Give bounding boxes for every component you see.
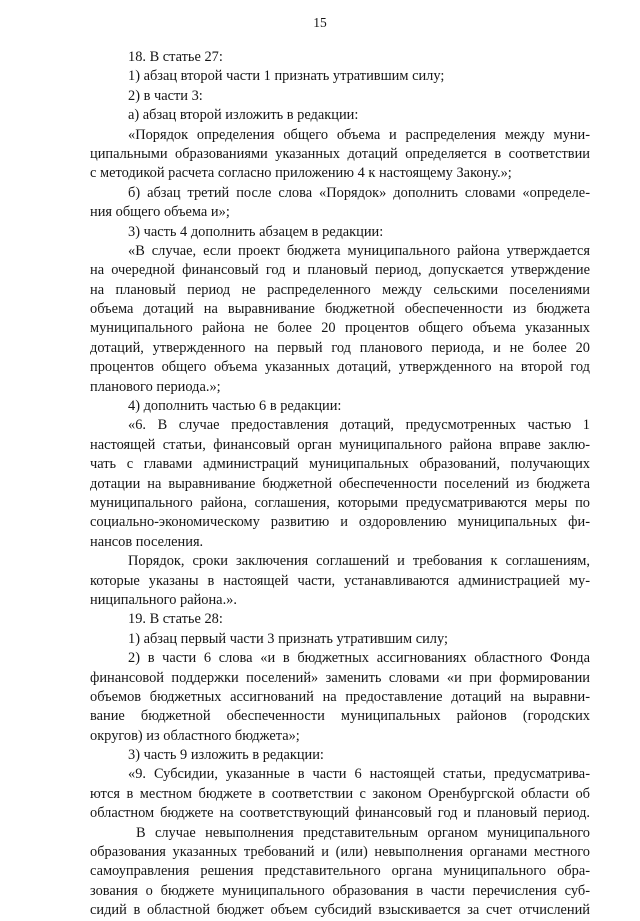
text-line: дотаций, утвержденного на первый год планового периода, и не более 20 [90,339,590,356]
text-line: муниципального района не более 20 процентов общего объема указанных [90,320,590,337]
text-line: социально-экономическому развитию и оздоровлению муниципальных фи- [90,514,590,531]
text-line: нансов поселения. [90,533,204,550]
text-line: «6. В случае предоставления дотаций, предусмотренных частью 1 [128,417,590,434]
text-line: вание бюджетной обеспеченности муниципальных районов (городских [90,708,590,725]
document-body [90,48,590,921]
text-line: дотации на выравнивание бюджетной обеспеченности поселений из бюджета [90,475,590,492]
text-line: объемов бюджетных ассигнований на предоставление дотаций на выравни- [90,688,590,705]
text-line: «В случае, если проект бюджета муниципального района утверждается [128,242,590,259]
text-line: 4) дополнить частью 6 в редакции: [128,398,342,415]
text-line: 18. В статье 27: [128,49,223,65]
text-line: процентов общего объема указанных дотаций, утвержденного на второй год [90,359,590,376]
text-line: ципальными образованиями указанных дотаций определяется в соответствии [90,145,590,162]
text-line: 19. В статье 28: [128,611,223,628]
text-line: сидий в областной бюджет объем субсидий взыскивается за счет отчислений [90,902,590,919]
text-line: 1) абзац второй части 1 признать утратившим силу; [128,68,445,85]
text-line: на очередной финансовый год и плановый период, допускается утверждение [90,262,590,279]
text-line: зования о бюджете муниципального образования в части перечисления суб- [90,882,590,899]
text-line: самоуправления решения представительного органа муниципального обра- [90,863,590,880]
text-line: на плановый период не распределенного между сельскими поселениями [90,281,590,298]
text-line: а) абзац второй изложить в редакции: [128,107,359,124]
text-line: В случае невыполнения представительным органом муниципального [136,824,590,841]
text-line: округов) из областного бюджета»; [90,727,300,744]
text-line: 1) абзац первый части 3 признать утратившим силу; [128,630,448,647]
text-line: «Порядок определения общего объема и распределения между муни- [128,126,590,143]
text-line: объема дотаций на выравнивание бюджетной обеспеченности из бюджета [90,301,590,318]
text-line: финансовой поддержки поселений» заменить словами «и при формировании [90,669,590,686]
text-line: образования указанных требований и (или) невыполнения органами местного [90,844,590,861]
text-line: чать с главами администраций муниципальных образований, получающих [90,456,590,473]
text-line: ются в местном бюджете в соответствии с законом Оренбургской области об [90,785,590,802]
text-line: б) абзац третий после слова «Порядок» дополнить словами «определе- [128,184,590,201]
text-line: ниципального района.». [90,591,237,608]
page-number: 15 [313,15,327,30]
text-line: с методикой расчета согласно приложению 4 к настоящему Закону.»; [90,165,512,182]
text-line: «9. Субсидии, указанные в части 6 настоящей статьи, предусматрива- [128,766,590,783]
text-line: 2) в части 6 слова «и в бюджетных ассигнованиях областного Фонда [128,650,590,667]
text-line: которые указаны в настоящей части, устанавливаются администрацией му- [90,572,590,589]
text-line: планового периода.»; [90,378,221,395]
text-line: 2) в части 3: [128,87,203,104]
text-line: ния общего объема и»; [90,204,230,221]
text-line: 3) часть 9 изложить в редакции: [128,747,324,764]
text-line: Порядок, сроки заключения соглашений и требования к соглашениям, [128,553,590,570]
text-line: областном бюджете на соответствующий финансовый год и плановый период. [90,805,590,822]
text-line: 3) часть 4 дополнить абзацем в редакции: [128,223,384,240]
text-line: муниципального района, соглашения, которыми предусматриваются меры по [90,494,590,511]
text-line: настоящей статьи, финансовый орган муниципального района вправе заклю- [90,436,590,453]
